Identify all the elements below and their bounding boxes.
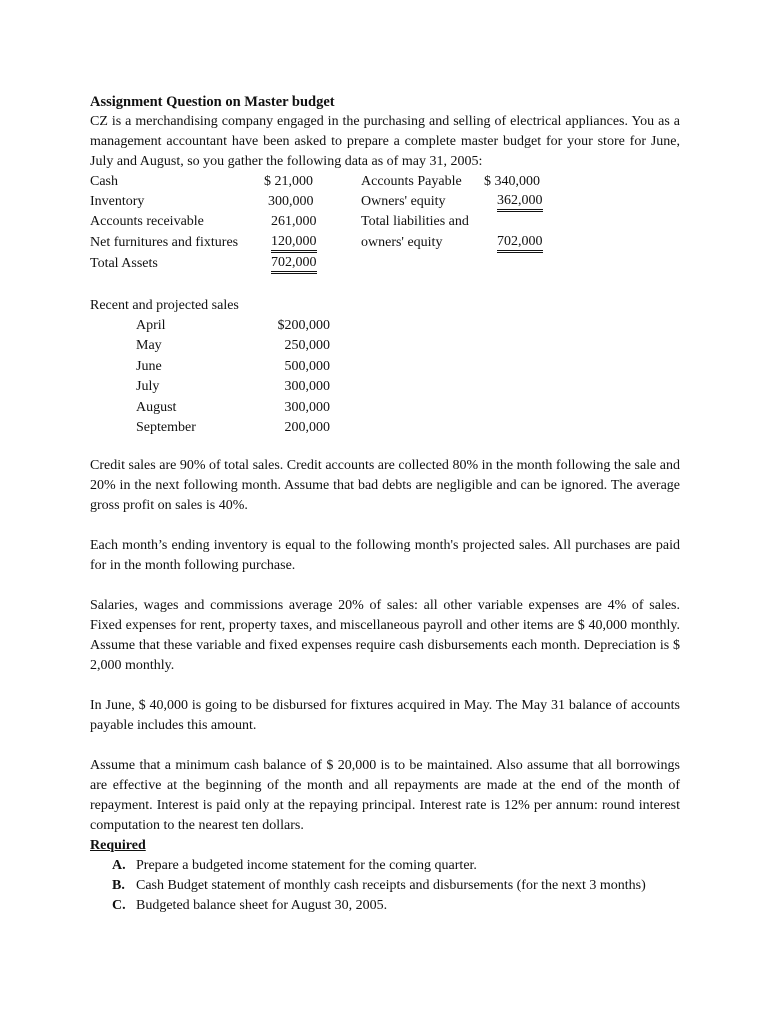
sales-table [90, 316, 680, 440]
sales-value: 300,000 [284, 400, 330, 415]
liability-value-payable: $ 340,000 [484, 174, 540, 189]
asset-label-inventory: Inventory [90, 194, 145, 209]
sales-value: 250,000 [284, 338, 330, 353]
sales-month: May [136, 338, 162, 353]
liability-value-total: 702,000 [497, 233, 543, 253]
sales-heading: Recent and projected sales [90, 298, 239, 313]
sales-value: 200,000 [284, 420, 330, 435]
document-page [90, 92, 680, 916]
sales-month: April [136, 318, 166, 333]
sales-month: July [136, 379, 160, 394]
liability-label-payable: Accounts Payable [361, 174, 462, 189]
liability-label-equity: Owners' equity [361, 194, 446, 209]
paragraph-cash-balance: Assume that a minimum cash balance of $ 20,000 is to be maintained. Also assume that all borrowings are effective at the beginning of the month and all repayments are made at the end of the month of repayment. Interest is paid only at the repaying principal. Interest rate is 12% per annum: round interest computation to the nearest ten dollars. [90, 758, 680, 833]
intro-paragraph: CZ is a merchandising company engaged in the purchasing and selling of electrical appliances. You as a management accountant have been asked to prepare a complete master budget for your store for June, July and August, so you gather the following data as of may 31, 2005: [90, 114, 680, 169]
asset-label-fixtures: Net furnitures and fixtures [90, 235, 239, 250]
asset-label-cash: Cash [90, 174, 118, 189]
liability-label-total-2: owners' equity [361, 235, 443, 250]
sales-month: June [136, 359, 162, 374]
document-title: Assignment Question on Master budget [90, 94, 335, 110]
required-heading: Required [90, 838, 146, 853]
sales-value: $200,000 [277, 318, 330, 333]
asset-value-receivable: 261,000 [271, 214, 317, 229]
asset-value-inventory: 300,000 [268, 194, 314, 209]
asset-value-cash: $ 21,000 [264, 174, 313, 189]
required-item-text: Prepare a budgeted income statement for the coming quarter. [136, 858, 477, 873]
sales-row [90, 377, 330, 397]
sales-row [90, 316, 330, 336]
required-item-text: Cash Budget statement of monthly cash receipts and disbursements (for the next 3 months) [136, 878, 646, 893]
required-item-letter: C. [112, 898, 126, 913]
liability-label-total-1: Total liabilities and [361, 214, 469, 229]
sales-value: 500,000 [284, 359, 330, 374]
sales-row [90, 336, 330, 356]
required-list [90, 856, 680, 916]
balance-sheet [90, 172, 680, 296]
paragraph-inventory: Each month’s ending inventory is equal to the following month's projected sales. All purchases are paid for in the month following purchase. [90, 538, 680, 573]
asset-value-total: 702,000 [271, 254, 317, 274]
sales-row [90, 398, 330, 418]
asset-value-fixtures: 120,000 [271, 233, 317, 253]
sales-row [90, 418, 330, 438]
required-item [90, 876, 680, 896]
paragraph-credit-sales: Credit sales are 90% of total sales. Credit accounts are collected 80% in the month following the sale and 20% in the next following month. Assume that bad debts are negligible and can be ignored. The average gross profit on sales is 40%. [90, 458, 680, 513]
required-item [90, 856, 680, 876]
asset-label-total: Total Assets [90, 256, 158, 271]
sales-value: 300,000 [284, 379, 330, 394]
paragraph-expenses: Salaries, wages and commissions average 20% of sales: all other variable expenses are 4% of sales. Fixed expenses for rent, property taxes, and miscellaneous payroll and other items are $ 40,000 monthly. Assume that these variable and fixed expenses require cash disbursements each month. Depreciation is $ 2,000 monthly. [90, 598, 680, 673]
required-item [90, 896, 680, 916]
required-item-letter: A. [112, 858, 126, 873]
asset-label-receivable: Accounts receivable [90, 214, 204, 229]
liability-value-equity: 362,000 [497, 192, 543, 212]
sales-month: August [136, 400, 177, 415]
sales-month: September [136, 420, 196, 435]
sales-row [90, 357, 330, 377]
required-item-text: Budgeted balance sheet for August 30, 2005. [136, 898, 388, 913]
required-item-letter: B. [112, 878, 125, 893]
paragraph-fixtures: In June, $ 40,000 is going to be disbursed for fixtures acquired in May. The May 31 balance of accounts payable includes this amount. [90, 698, 680, 733]
